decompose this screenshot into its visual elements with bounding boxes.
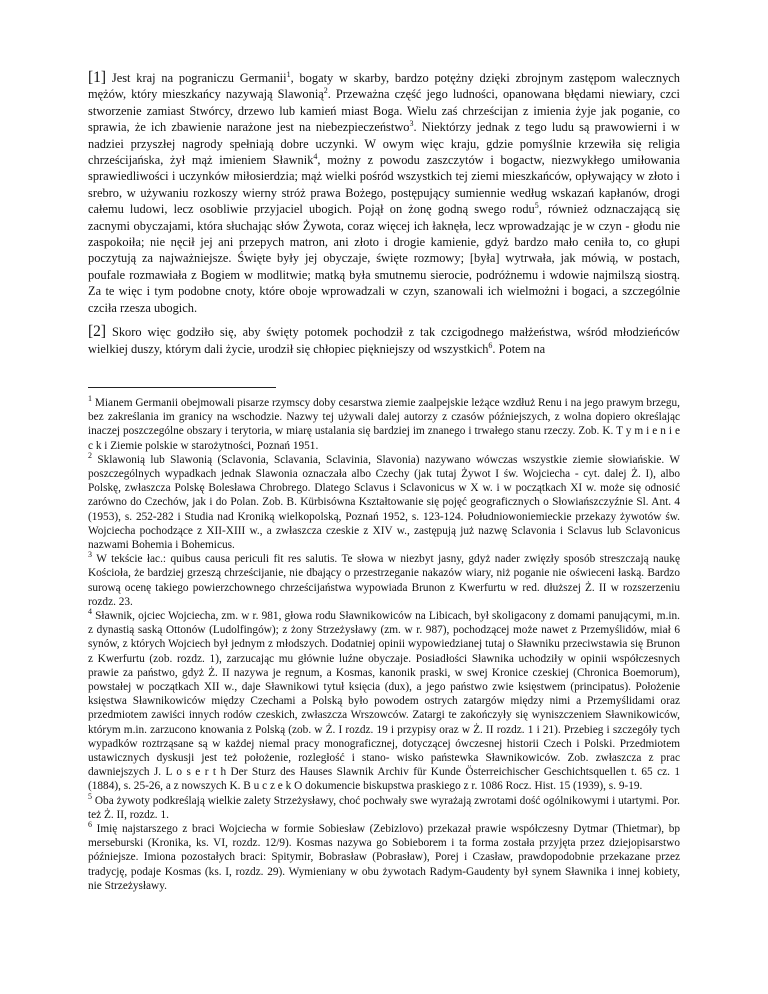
- paragraph-text: . Przeważna część jego ludności, opanowana błędami niewiary, czci stworzenie zamiast Stwórcy, drzewo lub kamień miast Boga. Wielu zaś chrześcijan z imienia żyje jak poganie, co sprawia, że ich zbawienie narażone jest na niebezpieczeństwo: [88, 87, 680, 135]
- footnote-ref[interactable]: 3: [409, 119, 414, 129]
- footnote: [88, 609, 680, 794]
- main-text: [88, 70, 680, 357]
- footnote: [88, 396, 680, 453]
- footnote-number: 4: [88, 607, 92, 617]
- footnote: [88, 791, 680, 822]
- footnote-text: Oba żywoty podkreślają wielkie zalety Strzeżysławy, choć pochwały swe wyrażają zwrotami dość ogólnikowymi i utartymi. Por. też Ż. II, rozdz. 1.: [88, 794, 680, 821]
- footnote-number: 5: [88, 791, 92, 801]
- footnote-text: W tekście łac.: quibus causa periculi fit res salutis. Te słowa w niezbyt jasny, gdyż nader zwięzły sposób streszczają naukę Kościoła, że bardziej grzeszą chrześcijanie, nie dbający o przestrzeganie nakazów wiary, niż poganie nie oświeceni łaską. Bardzo surową ocenę takiego powierzchownego chrześcijaństwa wypowiada Brunon z Kwerfurtu w red. dłuższej Ż. II w rozszerzeniu rozdz. 23.: [88, 553, 680, 608]
- footnote-number: 6: [88, 820, 92, 830]
- paragraph-text: Skoro więc godziło się, aby święty potomek pochodził z tak czcigodnego małżeństwa, wśród młodzieńców wielkiej duszy, którym dali życie, urodził się chłopiec piękniejszy od wszystkich: [88, 325, 680, 356]
- paragraph: [88, 324, 680, 357]
- paragraph: [88, 70, 680, 316]
- footnote-text: Sklawonią lub Slawonią (Sclavonia, Sclavania, Sclavinia, Slavonia) nazywano wówczas wszystkie ziemie słowiańskie. W poszczególnych wypadkach jednak Slawonia oznaczała albo Czechy (jak tutaj Żywot I św. Wojciecha - cyt. dalej Ż. I), albo Polskę, zwłaszcza Polskę Bolesława Chrobrego. Dlatego Sclavus i Sclavonicus w X w. i w początkach XI w. może się odnosić zarówno do Czechów, jak i do Polan. Zob. B. Kürbisówna Kształtowanie się pojęć geograficznych o Słowiańszczyźnie Sl. Ant. 4 (1953), s. 252-282 i Studia nad Kroniką wielkopolską, Poznań 1952, s. 123-124. Południowoniemieckie przekazy żywotów św. Wojciecha pochodzące z XII-XIII w., a zwłaszcza czeskie z XIV w., zastępują już nazwę Sclavonia i Sclavus lub Sclavonicus nazwami Bohemia i Bohemicus.: [88, 453, 680, 551]
- paragraph-text: , również odznaczającą się zacnymi obyczajami, która słuchając słów Żywota, coraz więcej ich łaknęła, lecz wprowadzając je w czyn - głodu nie zaspokoiła; nie nęcił jej ani przepych matron, ani złoto i drogie kamienie, gdyż bardzo mało ceniła to, co głupi poczytują za najważniejsze. Święte były jej obyczaje, święte rozmowy; [była] wytrwała, jak mówią, w postach, poufale rozmawiała z Bogiem w modlitwie; matką była smutnemu sierocie, podróżnemu i wdowie najmilszą siostrą. Za te więc i tym podobne cnoty, które oboje wprowadzali w czyn, szanowali ich wielmożni i bogaci, a szczególnie czciła rzesza ubogich.: [88, 202, 680, 315]
- footnote-text: Imię najstarszego z braci Wojciecha w formie Sobiesław (Zebizlovo) przekazał prawie współczesny Dytmar (Thietmar), bp merseburski (Kronika, ks. VI, rozdz. 12/9). Kosmas nazywa go Sobieborem i ta forma została przyjęta przez dziejopisarstwo późniejsze. Imiona pozostałych braci: Spitymir, Bobrasław (Pobrasław), Porej i Czasław, prawdopodobnie przekazane przez tradycję, podaje Kosmas (ks. I, rozdz. 29). Wymieniany w obu żywotach Radym-Gaudenty był synem Sławnika i innej kobiety, nie Strzeżysławy.: [88, 823, 680, 892]
- footnote-ref[interactable]: 1: [286, 69, 291, 79]
- footnote: [88, 822, 680, 893]
- document-page: [88, 70, 680, 893]
- paragraph-text: , bogaty w skarby, bardzo potężny dzięki zbrojnym zastępom walecznych mężów, który mieszkańcy nazywają Slawonią: [88, 71, 680, 102]
- paragraph-number: [2]: [88, 323, 107, 341]
- footnote-ref[interactable]: 4: [313, 151, 318, 161]
- footnote-separator: [88, 387, 276, 388]
- footnote-number: 3: [88, 550, 92, 560]
- paragraph-text: Jest kraj na pograniczu Germanii: [106, 71, 287, 85]
- paragraph-number: [1]: [88, 69, 107, 86]
- footnote-ref[interactable]: 2: [323, 86, 328, 96]
- footnotes: [88, 396, 680, 893]
- footnote-text: Sławnik, ojciec Wojciecha, zm. w r. 981, głowa rodu Sławnikowiców na Libicach, był skoligacony z domami panującymi, m.in. z dynastią saską Ottonów (Ludolfingów); z żony Strzeżysławy (zm. w r. 987), pochodzącej może nawet z Przemyślidów, miał 6 synów, z których Wojciech był jednym z młodszych. Dodatniej opinii wypowiedzianej tutaj o Sławniku przeciwstawia się Brunon z Kwerfurtu (zob. rozdz. 1), zarzucając mu głównie luźne obyczaje. Posiadłości Sławnika uchodziły w opinii współczesnych prawie za państwo, gdyż Ż. II nazywa je regnum, a Kosmas, kanonik praski, w swej Kronice czeskiej (Chronica Boemorum), powstałej w początkach XII w., daje Sławnikowi tytuł księcia (dux), a jego państwo zwie księstwem (principatus). Położenie księstwa Sławnikowiców między Czechami a Polską było powodem ostrych zatargów między nimi a Przemyślidami oraz przedmiotem zawiści innych rodów czeskich, zwłaszcza Wrszowców. Zatargi te zakończyły się wyniszczeniem Sławnikowiców, którym m.in. zarzucono knowania z Polską (zob. w Ż. I rozdz. 19 i przypisy oraz w Ż. II rozdz. 1 i 21). Przebieg i szczegóły tych wypadków roztrząsane są w każdej niemal pracy monograficznej, dotyczącej ówczesnej historii Czech i Polski. Przedmiotem ustawicznych dyskusji jest też położenie, rozległość i stano- wisko państewka Sławnikowiców. Zob. zwłaszcza z prac dawniejszych J. L o s e r t h Der Sturz des Hauses Slawnik Archiv für Kunde Österreichischer Geschichtsquellen t. 65 cz. 1 (1884), s. 25-26, a z nowszych K. B u c z e k O dokumencie biskupstwa praskiego z r. 1086 Rocz. Hist. 15 (1939), s. 9-19.: [88, 609, 680, 793]
- paragraph-text: , możny z powodu zaszczytów i bogactw, niezwykłego umiłowania sprawiedliwości i uczynków miłosierdzia; mąż wielki pośród wszystkich tej ziemi mieszkańców, opływający w złoto i srebro, w używaniu rozkoszy wierny stróż prawa Bożego, postępujący sumiennie według wskazań kapłanów, drogi całemu ludowi, lecz osobliwie przyjaciel ubogich. Pojął on żonę godną swego rodu: [88, 153, 680, 217]
- paragraph-text: . Potem na: [492, 341, 546, 356]
- footnote: [88, 450, 680, 552]
- footnote-number: 2: [88, 450, 92, 460]
- footnote-number: 1: [88, 394, 92, 404]
- footnote-text: Mianem Germanii obejmowali pisarze rzymscy doby cesarstwa ziemie zaalpejskie leżące wzdłuż Renu i na jego prawym brzegu, bez zakreślania im granicy na wschodzie. Nazwy tej używali dalej autorzy z czasów późniejszych, z wolna dopiero określając inaczej poszczególne obszary i terytoria, w miarę ustalania się bardziej im znanego i trwałego stanu rzeczy. Zob. K. T y m i e n i e c k i Ziemie polskie w starożytności, Poznań 1951.: [88, 396, 680, 452]
- footnote-ref[interactable]: 5: [534, 201, 539, 211]
- footnote-ref[interactable]: 6: [488, 340, 493, 350]
- footnote: [88, 552, 680, 609]
- paragraph-text: . Niektórzy jednak z tego ludu są prawowierni i w nadziei przyszłej nagrody spełniają dobre uczynki. W owym więc kraju, gdzie pomyślnie krzewiła się religia chrześcijańska, żył mąż imieniem Sławnik: [88, 120, 680, 168]
